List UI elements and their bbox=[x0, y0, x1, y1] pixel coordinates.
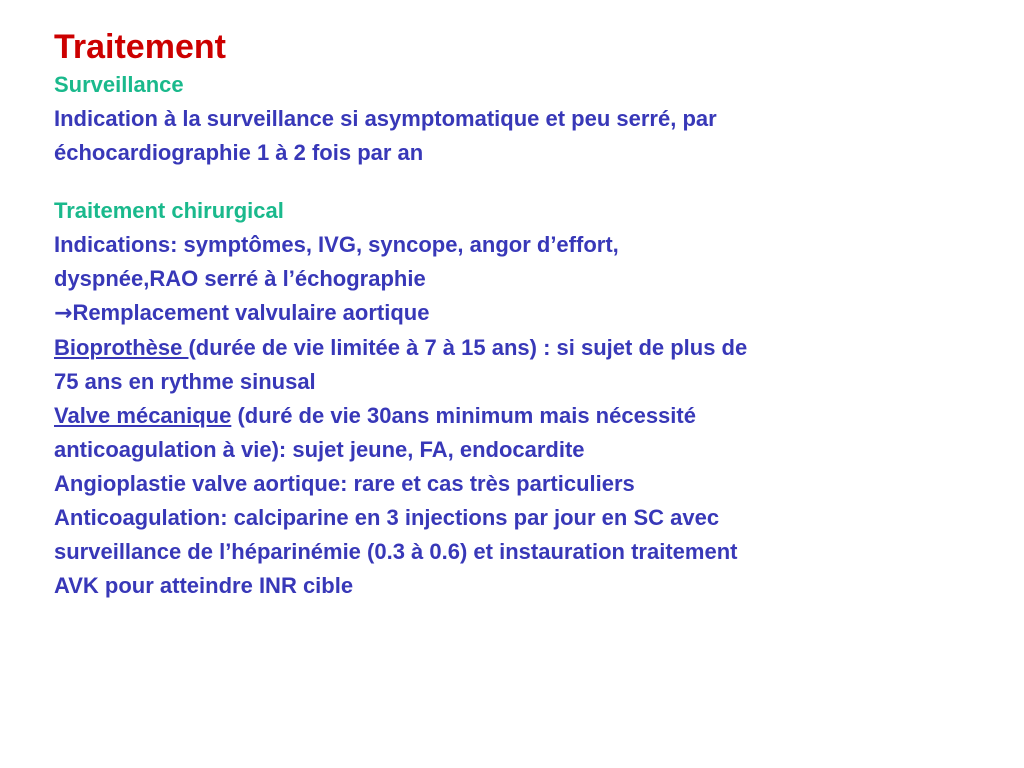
text-line: anticoagulation à vie): sujet jeune, FA, endocardite bbox=[54, 437, 585, 462]
text-line: Angioplastie valve aortique: rare et cas très particuliers bbox=[54, 471, 635, 496]
text-line: surveillance de l’héparinémie (0.3 à 0.6) et instauration traitement bbox=[54, 539, 738, 564]
arrow-line-text: Remplacement valvulaire aortique bbox=[72, 300, 430, 325]
section-heading-surveillance: Surveillance bbox=[54, 72, 184, 97]
valve-mecanique-text: (duré de vie 30ans minimum mais nécessité bbox=[231, 403, 696, 428]
slide-content bbox=[54, 26, 984, 603]
slide-title: Traitement bbox=[54, 28, 226, 66]
bioprothese-text: (durée de vie limitée à 7 à 15 ans) : si sujet de plus de bbox=[188, 335, 748, 360]
bioprothese-label: Bioprothèse bbox=[54, 335, 189, 360]
valve-mecanique-label: Valve mécanique bbox=[54, 403, 232, 428]
spacer bbox=[54, 170, 984, 194]
text-line: Anticoagulation: calciparine en 3 injections par jour en SC avec bbox=[54, 505, 720, 530]
text-line: 75 ans en rythme sinusal bbox=[54, 369, 316, 394]
text-line: AVK pour atteindre INR cible bbox=[54, 573, 354, 598]
text-line: Indication à la surveillance si asymptomatique et peu serré, par bbox=[54, 106, 717, 131]
arrow-line bbox=[54, 296, 984, 331]
section-heading-traitement-chirurgical: Traitement chirurgical bbox=[54, 198, 284, 223]
text-line: dyspnée,RAO serré à l’échographie bbox=[54, 266, 426, 291]
bioprothese-line bbox=[54, 331, 984, 365]
valve-mecanique-line bbox=[54, 399, 984, 433]
text-line: échocardiographie 1 à 2 fois par an bbox=[54, 140, 424, 165]
text-line: Indications: symptômes, IVG, syncope, angor d’effort, bbox=[54, 232, 619, 257]
right-arrow-icon: → bbox=[54, 301, 73, 326]
